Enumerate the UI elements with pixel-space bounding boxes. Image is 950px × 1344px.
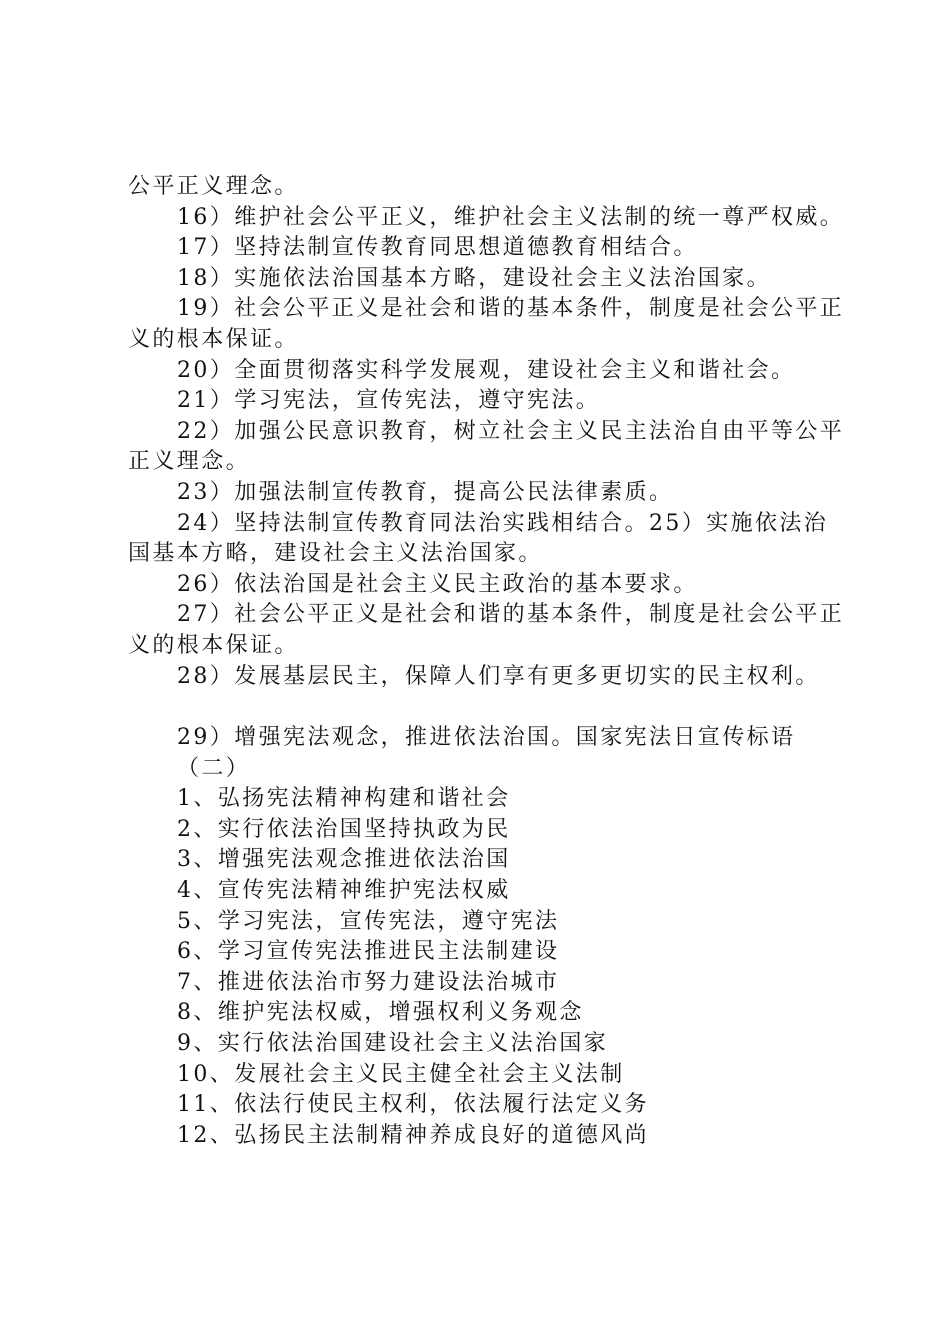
paragraph-22: 22）加强公民意识教育，树立社会主义民主法治自由平等公平正义理念。 [128,418,845,475]
slogan-list [128,723,848,1151]
list-item: 5、学习宪法，宣传宪法，遵守宪法 [177,908,560,934]
paragraph-28: 28）发展基层民主，保障人们享有更多更切实的民主权利。 [177,663,820,689]
list-item: 3、增强宪法观念推进依法治国 [177,847,511,873]
list-item: 9、实行依法治国建设社会主义法治国家 [177,1031,609,1057]
paragraph-gap [128,692,848,723]
paragraph-19: 19）社会公平正义是社会和谐的基本条件，制度是社会公平正义的根本保证。 [128,296,845,352]
document-body [128,172,848,1151]
list-item: 8、维护宪法权威，增强权利义务观念 [177,1000,584,1026]
list-item: 6、学习宣传宪法推进民主法制建设 [177,939,560,965]
paragraph-18: 18）实施依法治国基本方略，建设社会主义法治国家。 [177,265,771,291]
list-item: 2、实行依法治国坚持执政为民 [177,816,511,842]
paragraph-24-25: 24）坚持法制宣传教育同法治实践相结合。25）实施依法治国基本方略，建设社会主义法治国家。 [128,510,829,567]
paragraph-continuation: 公平正义理念。 [128,174,299,199]
list-item: 1、弘扬宪法精神构建和谐社会 [177,786,511,812]
paragraph-20: 20）全面贯彻落实科学发展观，建设社会主义和谐社会。 [177,357,796,383]
list-item: 7、推进依法治市努力建设法治城市 [177,969,560,995]
paragraph-29: 29）增强宪法观念，推进依法治国。国家宪法日宣传标语（二） [177,725,796,781]
list-item: 11、依法行使民主权利，依法履行法定义务 [177,1092,649,1118]
paragraph-23: 23）加强法制宣传教育，提高公民法律素质。 [177,479,674,505]
paragraph-27: 27）社会公平正义是社会和谐的基本条件，制度是社会公平正义的根本保证。 [128,602,845,658]
list-item: 10、发展社会主义民主健全社会主义法制 [177,1061,625,1087]
list-item: 4、宣传宪法精神维护宪法权威 [177,878,511,904]
paragraph-16: 16）维护社会公平正义，维护社会主义法制的统一尊严权威。 [177,204,845,230]
paragraph-21: 21）学习宪法，宣传宪法，遵守宪法。 [177,388,601,414]
paragraph-17: 17）坚持法制宣传教育同思想道德教育相结合。 [177,235,698,261]
list-item: 12、弘扬民主法制精神养成良好的道德风尚 [177,1122,649,1148]
paragraph-26: 26）依法治国是社会主义民主政治的基本要求。 [177,571,698,597]
